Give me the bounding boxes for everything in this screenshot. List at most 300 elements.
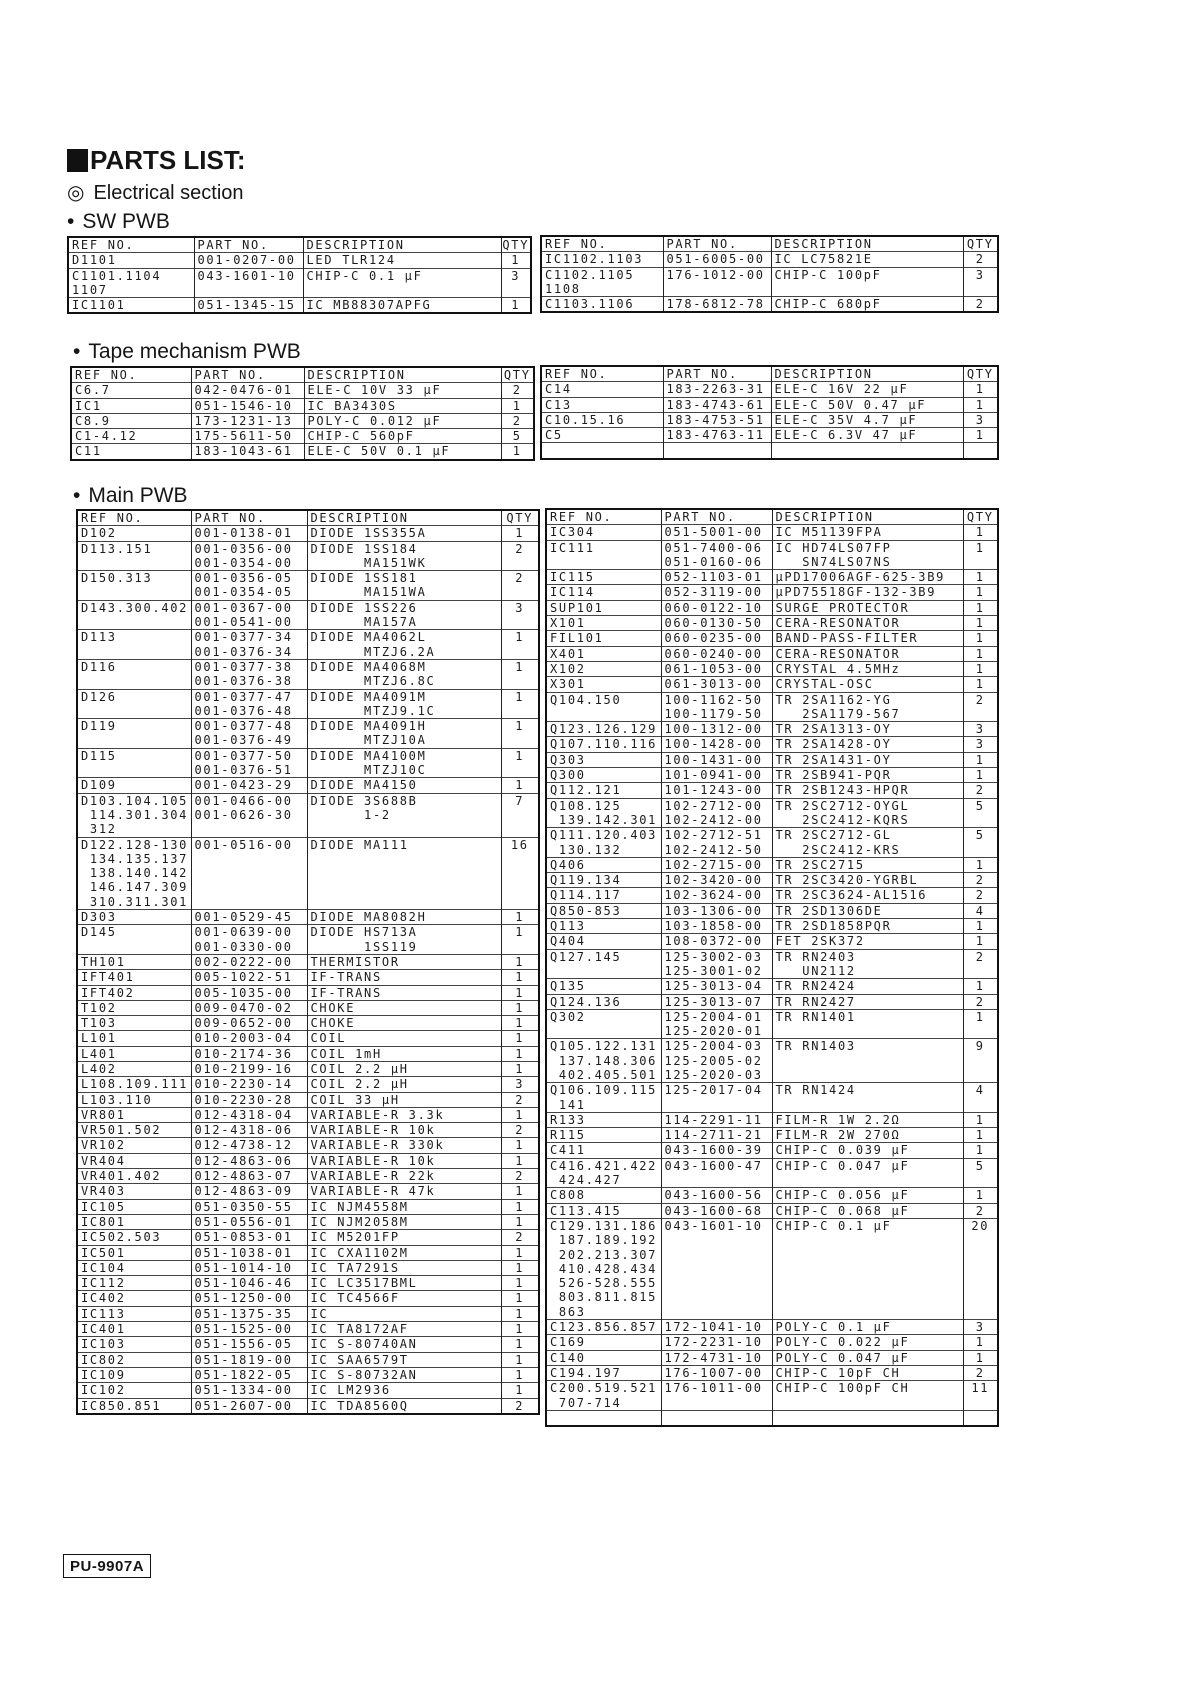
qty-cell: 1 [501, 1367, 539, 1382]
part-no-cell: 100-1162-50 100-1179-50 [661, 692, 772, 722]
ref-no-cell: C129.131.186 187.189.192 202.213.307 410.428.434 526-528.555 803.811.815 863 [546, 1218, 661, 1319]
part-no-cell: 051-0350-55 [191, 1199, 307, 1214]
blank-row [546, 1410, 998, 1426]
parts-row [77, 1031, 539, 1046]
part-no-cell: 102-2712-00 102-2412-00 [661, 798, 772, 828]
page-title [67, 145, 246, 175]
qty-cell: 2 [963, 1365, 998, 1380]
description-cell: DIODE 1SS355A [307, 526, 501, 541]
qty-cell: 1 [963, 525, 998, 540]
part-no-cell: 001-0367-00 001-0541-00 [191, 600, 307, 630]
part-no-cell: 042-0476-01 [191, 383, 304, 398]
qty-cell: 1 [963, 857, 998, 872]
ref-no-cell: SUP101 [546, 600, 661, 615]
description-cell: CRYSTAL-OSC [772, 677, 963, 692]
part-no-cell: 125-2004-01 125-2020-01 [661, 1009, 772, 1039]
description-cell: VARIABLE-R 47k [307, 1184, 501, 1199]
part-no-cell: 061-1053-00 [661, 661, 772, 676]
qty-cell: 3 [501, 268, 531, 298]
part-no-cell: 125-3013-04 [661, 979, 772, 994]
description-cell: DIODE 1SS184 MA151WK [307, 541, 501, 571]
description-cell: LED TLR124 [303, 253, 501, 268]
description-cell: μPD17006AGF-625-3B9 [772, 570, 963, 585]
parts-row [546, 857, 998, 872]
qty-cell: 1 [501, 925, 539, 955]
part-no-cell: 125-2017-04 [661, 1083, 772, 1113]
qty-cell: 5 [963, 828, 998, 858]
ref-no-cell: D116 [77, 659, 191, 689]
qty-cell: 1 [963, 616, 998, 631]
qty-cell: 1 [501, 985, 539, 1000]
ref-no-cell: C416.421.422 424.427 [546, 1158, 661, 1188]
description-cell: TR RN2427 [772, 994, 963, 1009]
ref-no-cell: IC103 [77, 1337, 191, 1352]
part-no-cell: 001-0423-29 [191, 778, 307, 793]
blank-cell [661, 1410, 772, 1426]
ref-no-cell: IC104 [77, 1260, 191, 1275]
description-cell: CHIP-C 0.047 μF [772, 1158, 963, 1188]
part-no-cell: 172-4731-10 [661, 1350, 772, 1365]
description-cell: POLY-C 0.047 μF [772, 1350, 963, 1365]
ref-no-cell: Q303 [546, 752, 661, 767]
qty-cell: 1 [963, 1009, 998, 1039]
description-cell: DIODE MA4091M MTZJ9.1C [307, 689, 501, 719]
ref-no-cell: IC401 [77, 1322, 191, 1337]
ref-no-cell: VR401.402 [77, 1169, 191, 1184]
qty-cell: 2 [963, 994, 998, 1009]
description-cell: POLY-C 0.022 μF [772, 1335, 963, 1350]
parts-row [541, 382, 998, 397]
part-no-cell: 051-0853-01 [191, 1230, 307, 1245]
qty-cell: 2 [501, 383, 534, 398]
ref-no-cell: Q850-853 [546, 903, 661, 918]
parts-row [71, 383, 534, 398]
parts-row [77, 748, 539, 778]
parts-row [546, 783, 998, 798]
description-cell: CHIP-C 100pF [771, 267, 963, 297]
part-no-header: PART NO. [663, 366, 771, 382]
qty-cell: 1 [501, 1276, 539, 1291]
parts-row [546, 1335, 998, 1350]
qty-header: QTY [502, 238, 530, 252]
description-cell: FET 2SK372 [772, 934, 963, 949]
ref-no-cell: TH101 [77, 954, 191, 969]
part-no-cell: 102-3420-00 [661, 873, 772, 888]
part-no-cell: 183-4753-51 [663, 412, 771, 427]
description-cell: DIODE MA111 [307, 837, 501, 909]
ref-no-cell: D113.151 [77, 541, 191, 571]
ref-no-cell: D102 [77, 526, 191, 541]
part-no-cell: 010-2230-28 [191, 1092, 307, 1107]
parts-row [546, 768, 998, 783]
parts-row [546, 873, 998, 888]
ref-no-cell: C6.7 [71, 383, 191, 398]
ref-no-cell: C113.415 [546, 1203, 661, 1218]
bullet-icon: • [73, 484, 81, 507]
parts-row [77, 1352, 539, 1367]
ref-no-cell: R115 [546, 1128, 661, 1143]
description-cell: CHIP-C 0.056 μF [772, 1188, 963, 1203]
description-cell: ELE-C 6.3V 47 μF [771, 428, 963, 443]
ref-no-cell: IC801 [77, 1214, 191, 1229]
qty-cell: 3 [963, 722, 998, 737]
ref-no-cell: D303 [77, 910, 191, 925]
part-no-cell: 001-0377-48 001-0376-49 [191, 719, 307, 749]
parts-row [546, 646, 998, 661]
part-no-cell: 051-1525-00 [191, 1322, 307, 1337]
description-cell: CHIP-C 100pF CH [772, 1381, 963, 1411]
ref-no-cell: C14 [541, 382, 663, 397]
part-no-cell: 125-3013-07 [661, 994, 772, 1009]
part-no-cell: 051-5001-00 [661, 525, 772, 540]
description-cell: IC SAA6579T [307, 1352, 501, 1367]
part-no-cell: 103-1858-00 [661, 919, 772, 934]
qty-cell: 2 [963, 873, 998, 888]
qty-header: QTY [501, 367, 534, 383]
qty-cell: 1 [501, 298, 531, 314]
description-cell: IC NJM2058M [307, 1214, 501, 1229]
qty-cell: 1 [963, 397, 998, 412]
ref-no-header: REF NO. [71, 367, 191, 383]
part-no-cell: 114-2291-11 [661, 1112, 772, 1127]
qty-cell: 1 [501, 1260, 539, 1275]
qty-cell: 1 [501, 1214, 539, 1229]
part-no-cell: 043-1601-10 [194, 268, 303, 298]
ref-no-cell: C123.856.857 [546, 1320, 661, 1335]
ref-no-cell: IC105 [77, 1199, 191, 1214]
part-no-cell: 183-1043-61 [191, 444, 304, 460]
ref-no-header: REF NO. [541, 366, 663, 382]
qty-cell: 1 [501, 970, 539, 985]
ref-no-cell: Q106.109.115 141 [546, 1083, 661, 1113]
description-cell: VARIABLE-R 330k [307, 1138, 501, 1153]
parts-row [77, 600, 539, 630]
qty-cell: 2 [501, 413, 534, 428]
description-cell: IC TDA8560Q [307, 1398, 501, 1414]
blank-cell [963, 443, 998, 459]
description-cell: IC S-80732AN [307, 1367, 501, 1382]
ref-no-cell: Q119.134 [546, 873, 661, 888]
qty-cell: 2 [501, 1398, 539, 1414]
ref-no-cell: C808 [546, 1188, 661, 1203]
ref-no-cell: IC115 [546, 570, 661, 585]
parts-row [546, 722, 998, 737]
blank-cell [771, 443, 963, 459]
qty-cell: 1 [501, 954, 539, 969]
parts-row [77, 1260, 539, 1275]
ref-no-cell: D1101 [68, 253, 194, 268]
parts-row [77, 985, 539, 1000]
description-cell: DIODE 1SS226 MA157A [307, 600, 501, 630]
ref-no-cell: D109 [77, 778, 191, 793]
qty-cell: 1 [501, 1061, 539, 1076]
part-no-cell: 001-0466-00 001-0626-30 [191, 793, 307, 837]
ref-no-cell: IC502.503 [77, 1230, 191, 1245]
part-no-cell: 051-7400-06 051-0160-06 [661, 540, 772, 570]
qty-cell: 1 [963, 646, 998, 661]
part-no-cell: 001-0356-05 001-0354-05 [191, 571, 307, 601]
parts-row [77, 793, 539, 837]
ref-no-cell: C1101.1104 1107 [68, 268, 194, 298]
qty-cell: 1 [963, 919, 998, 934]
part-no-cell: 183-2263-31 [663, 382, 771, 397]
parts-row [546, 1112, 998, 1127]
ref-no-cell: IC112 [77, 1276, 191, 1291]
parts-row [546, 540, 998, 570]
description-cell: μPD75518GF-132-3B9 [772, 585, 963, 600]
parts-row [68, 253, 531, 268]
group-heading-main-pwb [73, 484, 188, 508]
blank-cell [772, 1410, 963, 1426]
parts-row [546, 1128, 998, 1143]
parts-row [546, 692, 998, 722]
qty-cell: 1 [963, 428, 998, 443]
qty-cell: 3 [963, 1320, 998, 1335]
parts-row [77, 837, 539, 909]
ref-no-header: REF NO. [546, 509, 661, 525]
part-no-cell: 176-1011-00 [661, 1381, 772, 1411]
parts-row [546, 631, 998, 646]
parts-row [546, 903, 998, 918]
ref-no-cell: D103.104.105 114.301.304 312 [77, 793, 191, 837]
description-cell: TR 2SC3624-AL1516 [772, 888, 963, 903]
parts-row [77, 659, 539, 689]
part-no-cell: 060-0240-00 [661, 646, 772, 661]
description-header: DESCRIPTION [307, 510, 501, 526]
blank-cell [541, 443, 663, 459]
part-no-cell: 183-4763-11 [663, 428, 771, 443]
description-cell: DIODE MA4150 [307, 778, 501, 793]
parts-row [546, 752, 998, 767]
part-no-cell: 175-5611-50 [191, 429, 304, 444]
ref-no-cell: IC102 [77, 1383, 191, 1398]
parts-row [546, 949, 998, 979]
qty-cell: 1 [501, 1352, 539, 1367]
ref-no-cell: D113 [77, 630, 191, 660]
part-no-cell: 108-0372-00 [661, 934, 772, 949]
parts-row [546, 661, 998, 676]
parts-row [77, 526, 539, 541]
part-no-cell: 001-0377-50 001-0376-51 [191, 748, 307, 778]
description-cell: TR RN1403 [772, 1039, 963, 1083]
qty-header: QTY [963, 236, 998, 252]
ref-no-cell: IC1101 [68, 298, 194, 314]
description-cell: TR RN1401 [772, 1009, 963, 1039]
parts-row [77, 571, 539, 601]
description-cell: CHIP-C 0.068 μF [772, 1203, 963, 1218]
description-cell: IC LC75821E [771, 252, 963, 267]
part-no-cell: 100-1312-00 [661, 722, 772, 737]
qty-cell: 2 [501, 1230, 539, 1245]
description-cell: IC [307, 1306, 501, 1321]
black-square-icon [67, 149, 88, 172]
parts-row [546, 1350, 998, 1365]
sw-pwb-table-right [540, 235, 999, 313]
part-no-cell: 043-1600-39 [661, 1143, 772, 1158]
part-no-cell: 114-2711-21 [661, 1128, 772, 1143]
part-no-cell: 125-2004-03 125-2005-02 125-2020-03 [661, 1039, 772, 1083]
qty-cell: 1 [963, 979, 998, 994]
ref-no-cell: C411 [546, 1143, 661, 1158]
qty-cell: 3 [963, 737, 998, 752]
parts-row [68, 298, 531, 314]
part-no-cell: 051-1546-10 [191, 398, 304, 413]
parts-row [546, 677, 998, 692]
description-header: DESCRIPTION [772, 509, 963, 525]
tape-pwb-table-right [540, 365, 999, 460]
parts-row [546, 1158, 998, 1188]
ref-no-cell: X301 [546, 677, 661, 692]
part-no-cell: 012-4863-06 [191, 1153, 307, 1168]
qty-cell: 1 [501, 1337, 539, 1352]
parts-row [77, 1123, 539, 1138]
description-cell: TR RN2424 [772, 979, 963, 994]
qty-header: QTY [963, 509, 998, 525]
parts-row [546, 1188, 998, 1203]
part-no-cell: 172-1041-10 [661, 1320, 772, 1335]
part-no-cell: 051-1038-01 [191, 1245, 307, 1260]
description-cell: ELE-C 16V 22 μF [771, 382, 963, 397]
description-cell: IC S-80740AN [307, 1337, 501, 1352]
section-heading [67, 181, 244, 205]
description-cell: IC CXA1102M [307, 1245, 501, 1260]
qty-cell: 4 [963, 1083, 998, 1113]
ref-no-cell: C140 [546, 1350, 661, 1365]
part-no-cell: 103-1306-00 [661, 903, 772, 918]
part-no-cell: 051-1334-00 [191, 1383, 307, 1398]
part-no-cell: 102-3624-00 [661, 888, 772, 903]
ref-no-cell: Q112.121 [546, 783, 661, 798]
blank-cell [546, 1410, 661, 1426]
description-cell: IC LM2936 [307, 1383, 501, 1398]
qty-cell: 1 [963, 1350, 998, 1365]
ref-no-cell: FIL101 [546, 631, 661, 646]
ref-no-cell: Q300 [546, 768, 661, 783]
qty-cell: 1 [501, 659, 539, 689]
part-no-cell: 052-3119-00 [661, 585, 772, 600]
ref-no-cell: C169 [546, 1335, 661, 1350]
description-cell: DIODE HS713A 1SS119 [307, 925, 501, 955]
parts-row [77, 1184, 539, 1199]
qty-cell: 1 [963, 1112, 998, 1127]
qty-cell: 1 [501, 719, 539, 749]
main-pwb-table-left [76, 509, 540, 1415]
part-no-cell: 001-0377-47 001-0376-48 [191, 689, 307, 719]
qty-cell: 1 [501, 689, 539, 719]
description-cell: DIODE 3S688B 1-2 [307, 793, 501, 837]
parts-row [77, 954, 539, 969]
description-cell: TR 2SB941-PQR [772, 768, 963, 783]
description-cell: POLY-C 0.1 μF [772, 1320, 963, 1335]
parts-row [541, 252, 998, 267]
qty-cell: 1 [963, 934, 998, 949]
ref-no-cell: IC304 [546, 525, 661, 540]
qty-cell: 3 [501, 600, 539, 630]
part-no-cell: 052-1103-01 [661, 570, 772, 585]
part-no-cell: 100-1431-00 [661, 752, 772, 767]
qty-cell: 1 [501, 1016, 539, 1031]
ref-no-cell: IC1102.1103 [541, 252, 663, 267]
ref-no-cell: R133 [546, 1112, 661, 1127]
description-cell: TR 2SC3420-YGRBL [772, 873, 963, 888]
part-no-cell: 010-2230-14 [191, 1077, 307, 1092]
description-header: DESCRIPTION [303, 237, 501, 253]
part-no-cell: 005-1022-51 [191, 970, 307, 985]
qty-cell: 3 [963, 267, 998, 297]
table-header-row [68, 237, 531, 253]
ref-no-cell: VR801 [77, 1107, 191, 1122]
description-cell: COIL 2.2 μH [307, 1061, 501, 1076]
part-no-cell: 125-3002-03 125-3001-02 [661, 949, 772, 979]
section-heading-text: Electrical section [93, 182, 244, 204]
parts-row [77, 1230, 539, 1245]
ref-no-cell: IFT401 [77, 970, 191, 985]
qty-cell: 1 [501, 398, 534, 413]
part-no-cell: 010-2199-16 [191, 1061, 307, 1076]
description-cell: FILM-R 1W 2.2Ω [772, 1112, 963, 1127]
ref-no-cell: Q104.150 [546, 692, 661, 722]
part-no-cell: 001-0377-38 001-0376-38 [191, 659, 307, 689]
part-no-cell: 043-1601-10 [661, 1218, 772, 1319]
description-cell: DIODE 1SS181 MA151WA [307, 571, 501, 601]
parts-row [546, 1039, 998, 1083]
table-header-row [541, 236, 998, 252]
description-cell: CHIP-C 0.1 μF [772, 1218, 963, 1319]
description-header: DESCRIPTION [304, 367, 501, 383]
qty-cell: 1 [501, 1184, 539, 1199]
parts-row [546, 1009, 998, 1039]
ref-no-header: REF NO. [68, 237, 194, 253]
parts-row [77, 1199, 539, 1214]
qty-cell: 1 [963, 768, 998, 783]
qty-cell: 2 [963, 1203, 998, 1218]
ref-no-cell: Q114.117 [546, 888, 661, 903]
parts-row [541, 297, 998, 313]
parts-row [77, 1383, 539, 1398]
description-cell: CHIP-C 680pF [771, 297, 963, 313]
part-no-header: PART NO. [194, 237, 303, 253]
description-cell: BAND-PASS-FILTER [772, 631, 963, 646]
part-no-header: PART NO. [661, 509, 772, 525]
part-no-cell: 060-0130-50 [661, 616, 772, 631]
parts-row [77, 1061, 539, 1076]
parts-row [546, 1143, 998, 1158]
parts-row [77, 1337, 539, 1352]
parts-row [546, 798, 998, 828]
description-cell: DIODE MA8082H [307, 910, 501, 925]
part-no-cell: 051-2607-00 [191, 1398, 307, 1414]
ref-no-cell: IC111 [546, 540, 661, 570]
part-no-cell: 051-0556-01 [191, 1214, 307, 1229]
ref-no-cell: Q135 [546, 979, 661, 994]
ref-no-cell: VR404 [77, 1153, 191, 1168]
qty-cell: 1 [501, 630, 539, 660]
parts-row [71, 413, 534, 428]
ref-no-cell: Q113 [546, 919, 661, 934]
qty-cell: 1 [501, 1199, 539, 1214]
parts-row [541, 428, 998, 443]
description-cell: TR RN1424 [772, 1083, 963, 1113]
qty-cell: 1 [963, 585, 998, 600]
qty-cell: 1 [963, 1128, 998, 1143]
ref-no-cell: C194.197 [546, 1365, 661, 1380]
parts-row [546, 919, 998, 934]
parts-row [68, 268, 531, 298]
description-cell: TR 2SD1306DE [772, 903, 963, 918]
qty-cell: 4 [963, 903, 998, 918]
description-cell: IC NJM4558M [307, 1199, 501, 1214]
part-no-cell: 172-2231-10 [661, 1335, 772, 1350]
